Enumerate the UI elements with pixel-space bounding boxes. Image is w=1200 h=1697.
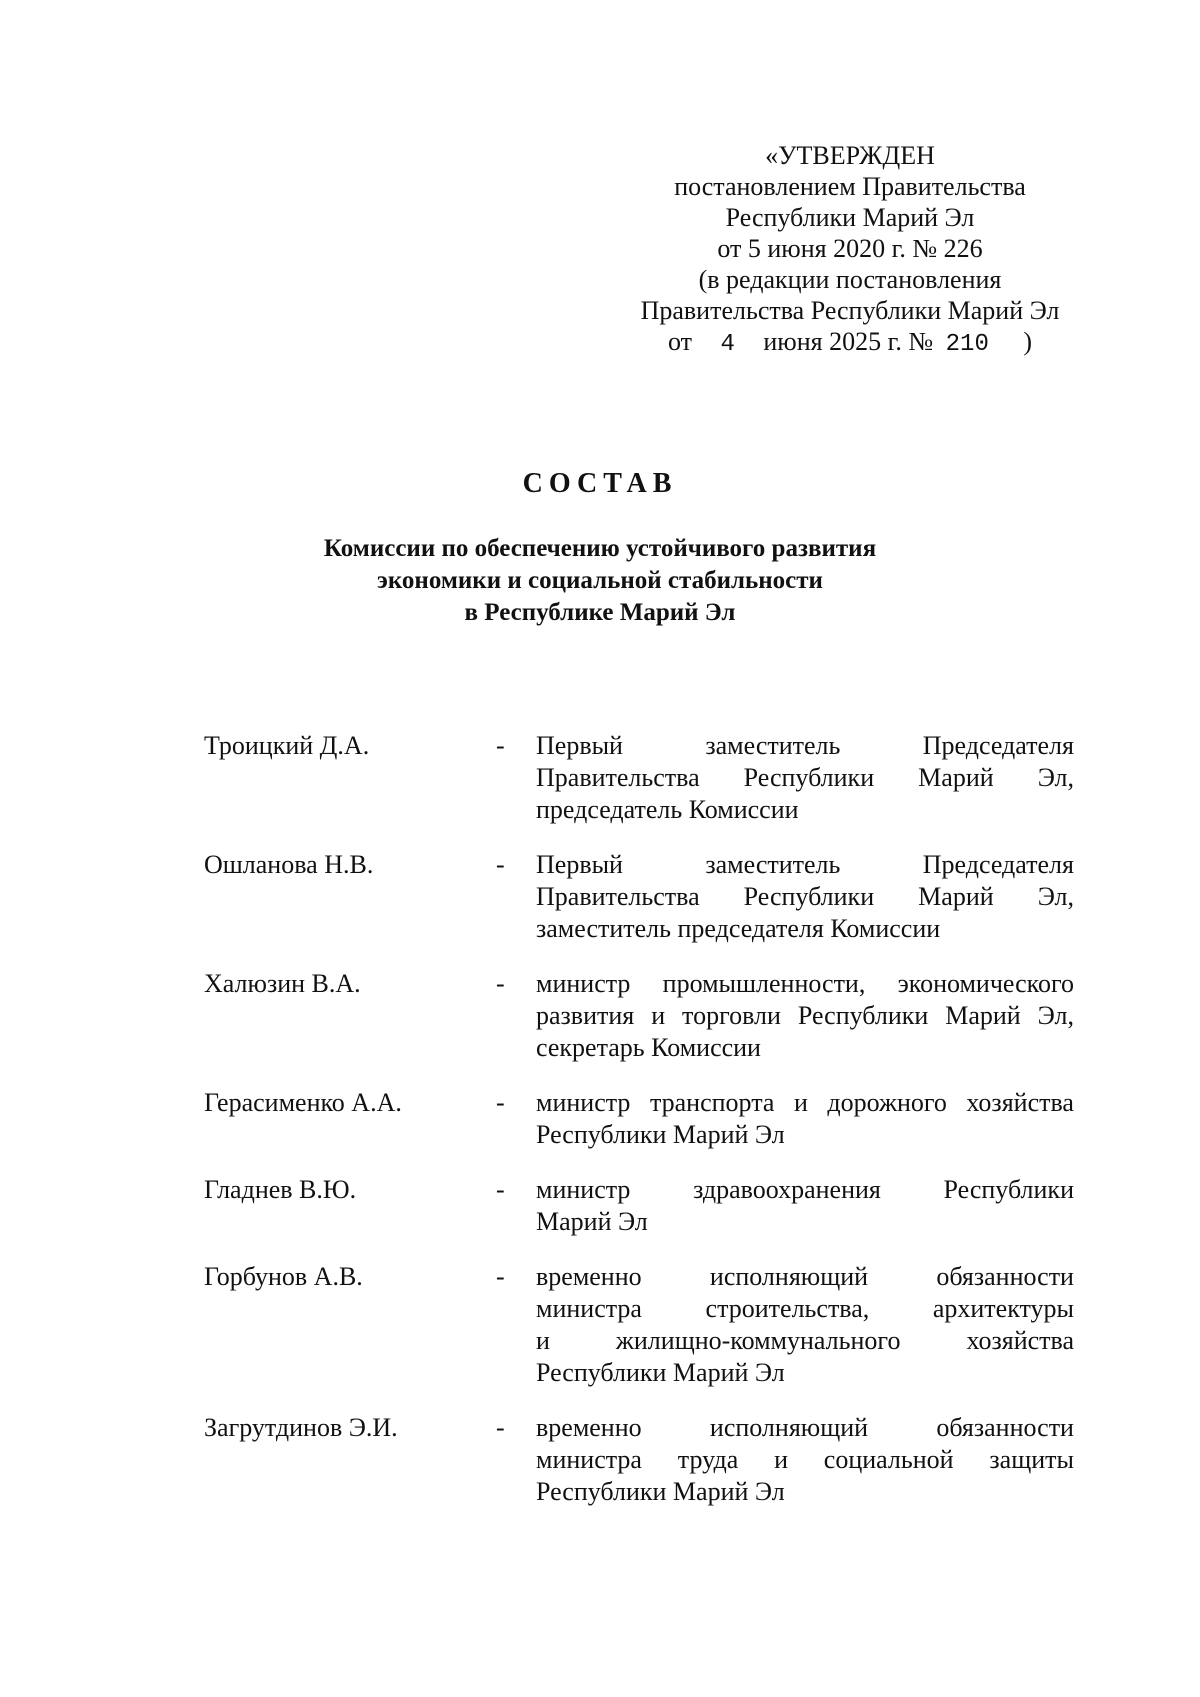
member-role-line: Первый заместитель Председателя: [536, 850, 1074, 879]
member-row: [204, 968, 1084, 1064]
member-role: [536, 968, 1074, 1064]
member-row: [204, 1412, 1084, 1508]
member-name: Горбунов А.В.: [204, 1262, 363, 1291]
approval-line: Правительства Республики Марий Эл: [640, 296, 1060, 325]
member-role-line: Марий Эл: [536, 1207, 648, 1236]
subtitle-line: экономики и социальной стабильности: [377, 567, 823, 594]
approval-block: [600, 140, 1100, 360]
member-dash: -: [496, 1175, 505, 1204]
approval-line: «УТВЕРЖДЕН: [765, 141, 935, 170]
member-role-line: Республики Марий Эл: [536, 1358, 785, 1387]
member-role-line: заместитель председателя Комиссии: [536, 914, 941, 943]
member-role-line: министра труда и социальной защиты: [536, 1445, 1074, 1474]
approval-line: от 5 июня 2020 г. № 226: [717, 234, 983, 263]
member-dash: -: [496, 1413, 505, 1442]
member-name: Гладнев В.Ю.: [204, 1175, 357, 1204]
member-role-line: и жилищно-коммунального хозяйства: [536, 1326, 1074, 1355]
member-dash: -: [496, 1262, 505, 1291]
member-role-line: министр здравоохранения Республики: [536, 1175, 1074, 1204]
member-row: [204, 1261, 1084, 1389]
approval-line: (в редакции постановления: [698, 265, 1002, 294]
subtitle-line: в Республике Марий Эл: [464, 599, 736, 626]
member-row: [204, 1174, 1084, 1238]
amendment-prefix: от: [667, 327, 692, 356]
amendment-number: 210: [945, 331, 989, 358]
member-role-line: министр транспорта и дорожного хозяйства: [536, 1088, 1074, 1117]
approval-line: Республики Марий Эл: [725, 203, 975, 232]
member-role-line: секретарь Комиссии: [536, 1033, 761, 1062]
subtitle-line: Комиссии по обеспечению устойчивого развития: [323, 535, 877, 562]
member-row: [204, 1087, 1084, 1151]
document-subtitle: [200, 533, 1000, 629]
member-role: [536, 1087, 1074, 1151]
amendment-suffix: ): [1023, 327, 1033, 356]
member-name: Троицкий Д.А.: [204, 731, 370, 760]
document-title: СОСТАВ: [522, 468, 678, 499]
member-name: Ошланова Н.В.: [204, 850, 374, 879]
members-list: [204, 730, 1084, 1531]
member-dash: -: [496, 850, 505, 879]
member-name: Загрутдинов Э.И.: [204, 1413, 398, 1442]
amendment-day: 4: [720, 331, 735, 358]
member-role-line: развития и торговли Республики Марий Эл,: [536, 1001, 1074, 1030]
member-dash: -: [496, 969, 505, 998]
approval-line: постановлением Правительства: [674, 172, 1026, 201]
member-name: Герасименко А.А.: [204, 1088, 402, 1117]
member-role: [536, 849, 1074, 945]
member-role-line: министр промышленности, экономического: [536, 969, 1074, 998]
member-role-line: председатель Комиссии: [536, 795, 799, 824]
member-row: [204, 849, 1084, 945]
member-role-line: Правительства Республики Марий Эл,: [536, 882, 1074, 911]
member-role-line: Республики Марий Эл: [536, 1120, 785, 1149]
member-role: [536, 1174, 1074, 1238]
member-role-line: Первый заместитель Председателя: [536, 731, 1074, 760]
member-role: [536, 1412, 1074, 1508]
amendment-middle: июня 2025 г. №: [763, 327, 934, 356]
member-row: [204, 730, 1084, 826]
member-dash: -: [496, 731, 505, 760]
approval-amendment-line: [600, 326, 1100, 360]
member-role-line: временно исполняющий обязанности: [536, 1262, 1074, 1291]
member-role: [536, 1261, 1074, 1389]
member-dash: -: [496, 1088, 505, 1117]
member-role: [536, 730, 1074, 826]
member-role-line: Республики Марий Эл: [536, 1477, 785, 1506]
member-name: Халюзин В.А.: [204, 969, 361, 998]
member-role-line: Правительства Республики Марий Эл,: [536, 763, 1074, 792]
member-role-line: министра строительства, архитектуры: [536, 1294, 1074, 1323]
member-role-line: временно исполняющий обязанности: [536, 1413, 1074, 1442]
